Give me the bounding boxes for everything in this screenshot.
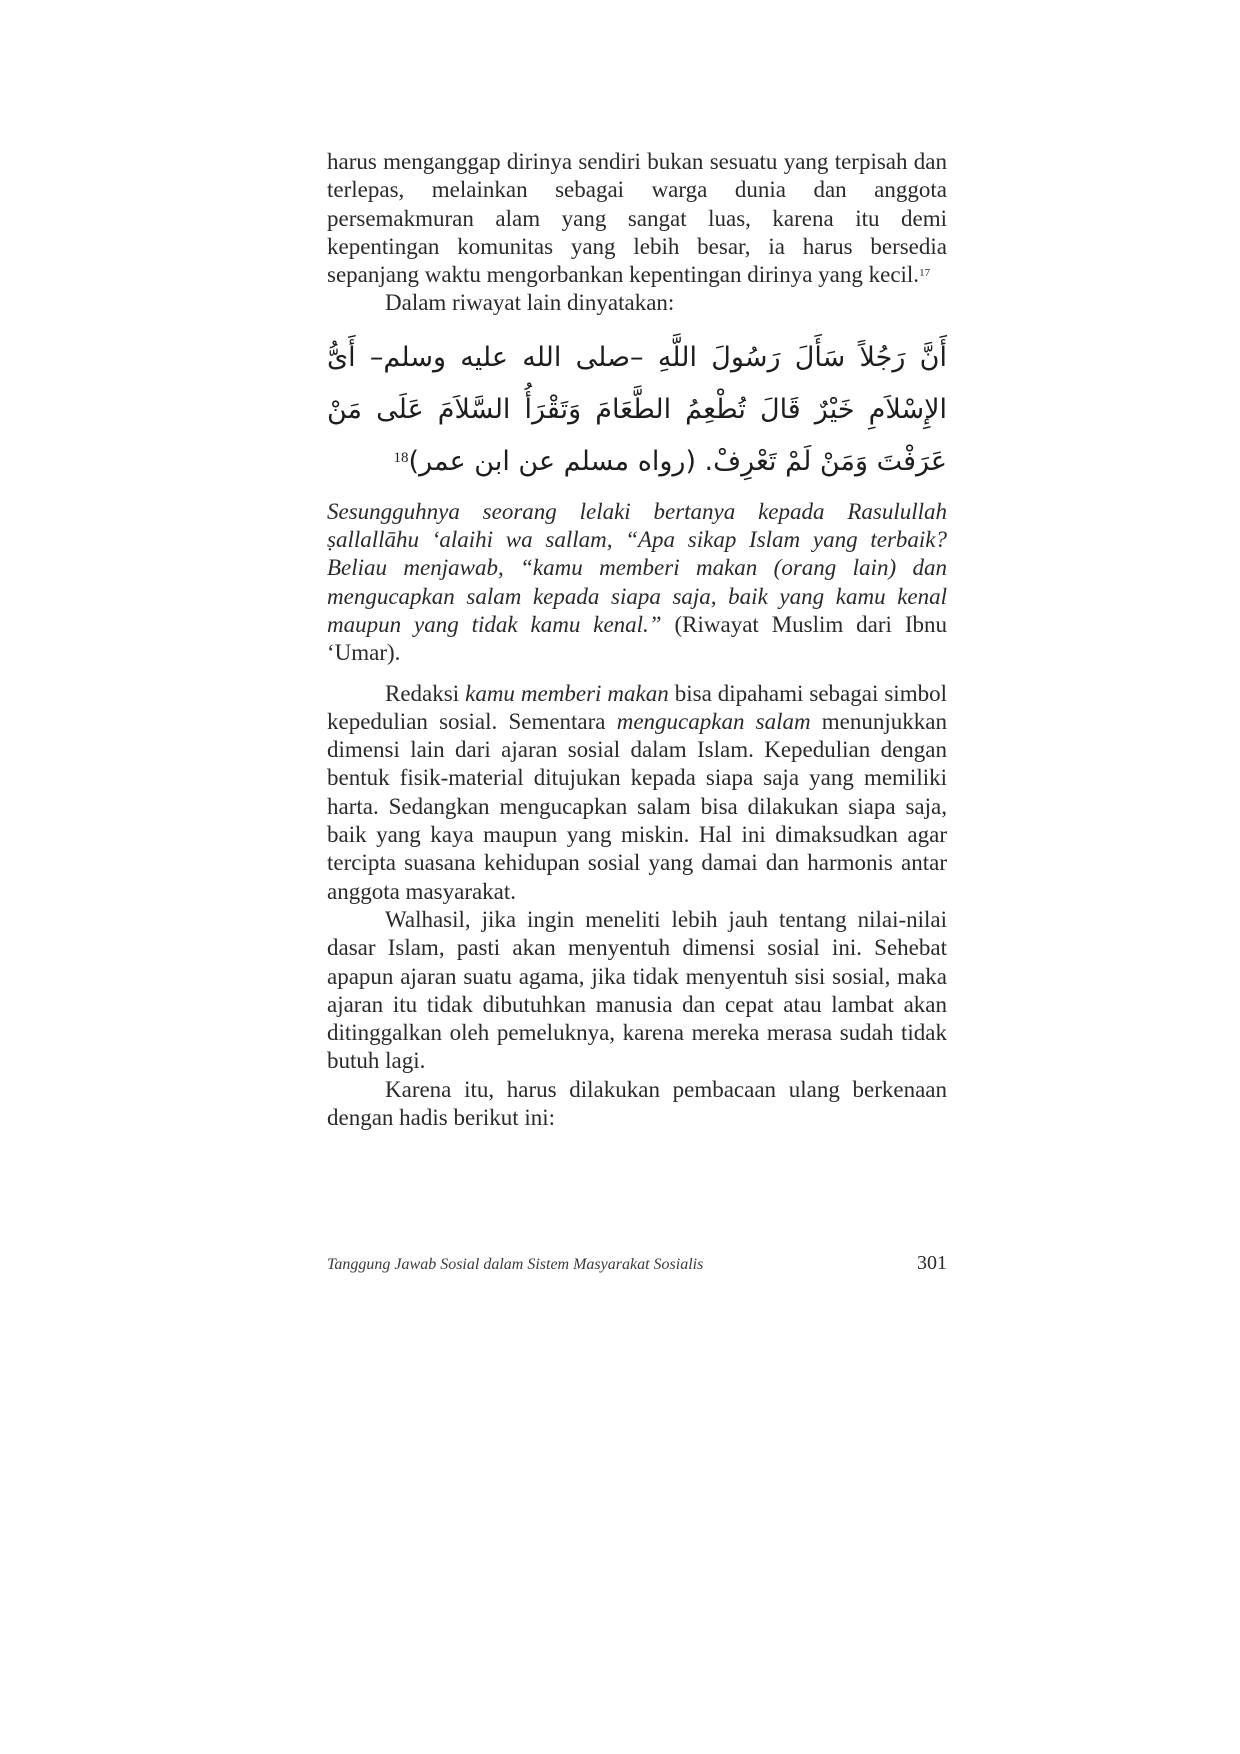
paragraph-1-text: harus menganggap dirinya sendiri bukan sesuatu yang terpisah dan terlepas, melainkan sebagai warga dunia dan anggota persemakmuran alam yang sangat luas, karena itu demi kepentingan komunitas yang lebih besar, ia harus bersedia sepanjang waktu mengorbankan kepentingan dirinya yang kecil. xyxy=(327,149,947,288)
footnote-ref-18: 18 xyxy=(393,449,409,466)
paragraph-2 xyxy=(327,680,947,906)
paragraph-2-part-1: Redaksi xyxy=(385,680,466,706)
paragraph-3: Walhasil, jika ingin meneliti lebih jauh tentang nilai-nilai dasar Islam, pasti akan menyentuh dimensi sosial ini. Sehebat apapun ajaran suatu agama, jika tidak menyentuh sisi sosial, maka ajaran itu tidak dibutuhkan manusia dan cepat atau lambat akan ditinggalkan oleh pemeluknya, karena mereka merasa sudah tidak butuh lagi. xyxy=(327,906,947,1074)
page-body xyxy=(327,148,947,1132)
paragraph-4: Karena itu, harus dilakukan pembacaan ulang berkenaan dengan hadis berikut ini: xyxy=(327,1076,947,1131)
intro-line: Dalam riwayat lain dinyatakan: xyxy=(385,290,675,316)
paragraph-2-italic-2: mengucapkan salam xyxy=(616,708,811,734)
paragraph-2-part-3: menunjukkan dimensi lain dari ajaran sosial dalam Islam. Kepedulian dengan bentuk fisik-material ditujukan kepada siapa saja yang memiliki harta. Sedangkan mengucapkan salam bisa dilakukan siapa saja, baik yang kaya maupun yang miskin. Hal ini dimaksudkan agar tercipta suasana kehidupan sosial yang damai dan harmonis antar anggota masyarakat. xyxy=(327,708,947,904)
translation-italic: Sesungguhnya seorang lelaki bertanya kepada Rasulullah ṣallallāhu ‘alaihi wa sallam, “Apa sikap Islam yang terbaik? Beliau menjawab, “kamu memberi makan (orang lain) dan mengucapkan salam kepada siapa saja, baik yang kamu kenal maupun yang tidak kamu kenal.” xyxy=(327,498,947,637)
page-number: 301 xyxy=(917,1252,947,1274)
hadith-translation xyxy=(327,498,947,668)
page-footer xyxy=(327,1252,947,1275)
running-title: Tanggung Jawab Sosial dalam Sistem Masyarakat Sosialis xyxy=(327,1256,704,1273)
arabic-hadith-text: أَنَّ رَجُلاً سَأَلَ رَسُولَ اللَّهِ –صلى الله عليه وسلم– أَىُّ الإِسْلاَمِ خَيْرٌ قَالَ تُطْعِمُ الطَّعَامَ وَتَقْرَأُ السَّلاَمَ عَلَى مَنْ عَرَفْتَ وَمَنْ لَمْ تَعْرِفْ. (رواه مسلم عن ابن عمر) xyxy=(327,341,947,477)
paragraph-2-part-2: bisa dipahami sebagai simbol kepedulian sosial. Sementara xyxy=(327,680,947,734)
paragraph-2-italic-1: kamu memberi makan xyxy=(465,680,669,706)
footnote-ref-17: 17 xyxy=(919,267,931,280)
arabic-hadith xyxy=(327,332,947,488)
paragraph-1 xyxy=(327,148,947,289)
translation-source: (Riwayat Muslim dari Ibnu ‘Umar). xyxy=(327,611,948,666)
